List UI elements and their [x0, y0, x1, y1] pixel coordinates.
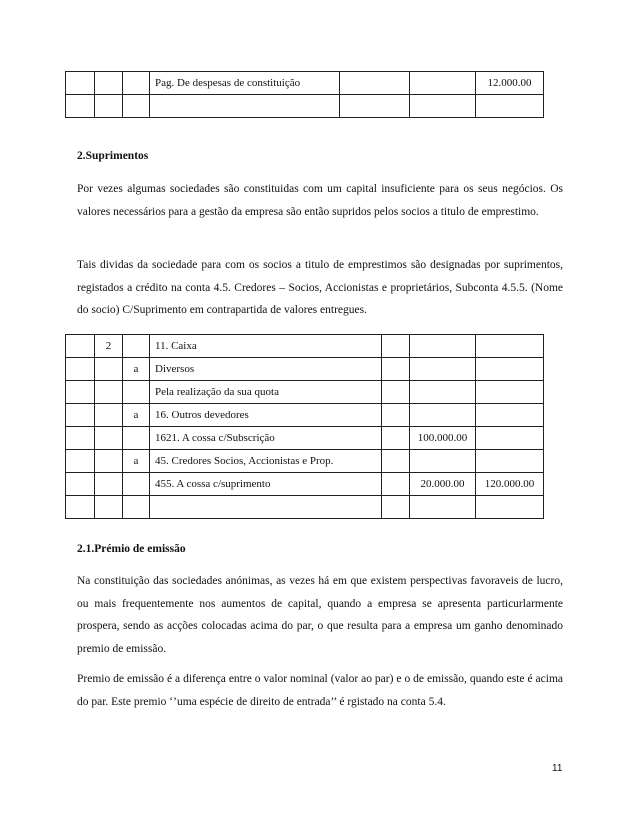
table-cell: 120.000.00 — [476, 473, 544, 496]
table-cell — [66, 404, 95, 427]
table-cell — [410, 95, 476, 118]
page-number: 11 — [552, 763, 563, 774]
table-cell — [410, 358, 476, 381]
table-cell — [66, 496, 95, 519]
table-cell — [476, 381, 544, 404]
table-cell — [66, 381, 95, 404]
table-cell — [476, 358, 544, 381]
top-ledger-table — [65, 71, 544, 118]
table-cell: a — [123, 450, 150, 473]
table-cell — [340, 95, 410, 118]
table-cell — [66, 72, 95, 95]
table-cell — [123, 496, 150, 519]
table-cell — [382, 473, 410, 496]
table-cell — [476, 427, 544, 450]
table-cell — [150, 95, 340, 118]
table-row — [66, 381, 544, 404]
table-cell — [95, 95, 123, 118]
table-cell — [476, 335, 544, 358]
table-cell — [410, 496, 476, 519]
table-cell — [95, 404, 123, 427]
table-cell — [66, 473, 95, 496]
table-cell — [123, 95, 150, 118]
table-row — [66, 95, 544, 118]
table-cell — [410, 72, 476, 95]
table-cell: 45. Credores Socios, Accionistas e Prop. — [150, 450, 382, 473]
table-cell — [476, 95, 544, 118]
table-cell: 11. Caixa — [150, 335, 382, 358]
journal-entry-body — [66, 335, 544, 519]
table-cell — [95, 358, 123, 381]
table-cell — [382, 427, 410, 450]
paragraph-suprimentos-1: Por vezes algumas sociedades são constituidas com um capital insuficiente para os seus negócios. Os valores necessários para a gestão da empresa são então supridos pelos socios a titulo de emprestimo. — [77, 183, 563, 218]
paragraph-premio-1: Na constituição das sociedades anónimas, as vezes há em que existem perspectivas favoraveis de lucro, ou mais frequentemente nos aumentos de capital, quando a empresa se apresenta particurlarmente prospera, sendo as acções colocadas acima do par, o que resulta para a empresa um ganho denominado premio de emissão. — [77, 575, 563, 655]
journal-entry-table — [65, 334, 544, 519]
table-cell — [66, 450, 95, 473]
table-cell — [476, 496, 544, 519]
table-cell: 100.000.00 — [410, 427, 476, 450]
table-cell — [123, 381, 150, 404]
table-cell — [95, 450, 123, 473]
table-cell — [95, 381, 123, 404]
table-cell: Pela realização da sua quota — [150, 381, 382, 404]
table-cell — [123, 473, 150, 496]
table-cell: 2 — [95, 335, 123, 358]
table-cell: 16. Outros devedores — [150, 404, 382, 427]
table-cell — [95, 427, 123, 450]
table-cell — [382, 404, 410, 427]
table-cell — [410, 404, 476, 427]
table-cell: 12.000.00 — [476, 72, 544, 95]
table-cell — [95, 473, 123, 496]
table-cell — [95, 72, 123, 95]
table-cell — [66, 95, 95, 118]
table-cell — [410, 450, 476, 473]
table-cell: a — [123, 404, 150, 427]
table-cell — [340, 72, 410, 95]
table-cell — [476, 404, 544, 427]
table-cell — [95, 496, 123, 519]
table-cell: Diversos — [150, 358, 382, 381]
paragraph-suprimentos-2: Tais dividas da sociedade para com os socios a titulo de emprestimos são designadas por suprimentos, registados a crédito na conta 4.5. Credores – Socios, Accionistas e proprietários, Subconta 4.5.5. (Nome do socio) C/Suprimento em contrapartida de valores entregues. — [77, 259, 563, 316]
table-cell — [382, 450, 410, 473]
table-cell — [150, 496, 382, 519]
table-cell — [123, 335, 150, 358]
table-cell — [382, 496, 410, 519]
table-row — [66, 496, 544, 519]
top-ledger-body — [66, 72, 544, 118]
table-cell — [382, 381, 410, 404]
table-row — [66, 358, 544, 381]
table-cell — [410, 381, 476, 404]
table-row — [66, 450, 544, 473]
table-row — [66, 427, 544, 450]
table-cell — [382, 335, 410, 358]
table-row — [66, 404, 544, 427]
table-cell — [476, 450, 544, 473]
table-cell — [410, 335, 476, 358]
table-cell — [66, 358, 95, 381]
table-cell — [66, 335, 95, 358]
table-row — [66, 473, 544, 496]
paragraph-premio-2: Premio de emissão é a diferença entre o valor nominal (valor ao par) e o de emissão, quando este é acima do par. Este premio ‘’uma espécie de direito de entrada’’ é rgistado na conta 5.4. — [77, 673, 563, 708]
section-heading-suprimentos: 2.Suprimentos — [77, 150, 149, 162]
table-row — [66, 335, 544, 358]
table-cell: a — [123, 358, 150, 381]
table-cell — [382, 358, 410, 381]
table-cell: 455. A cossa c/suprimento — [150, 473, 382, 496]
section-heading-premio: 2.1.Prémio de emissão — [77, 543, 186, 555]
table-cell: 20.000.00 — [410, 473, 476, 496]
table-cell — [123, 72, 150, 95]
table-cell: Pag. De despesas de constituição — [150, 72, 340, 95]
table-cell: 1621. A cossa c/Subscrição — [150, 427, 382, 450]
table-row — [66, 72, 544, 95]
table-cell — [123, 427, 150, 450]
table-cell — [66, 427, 95, 450]
